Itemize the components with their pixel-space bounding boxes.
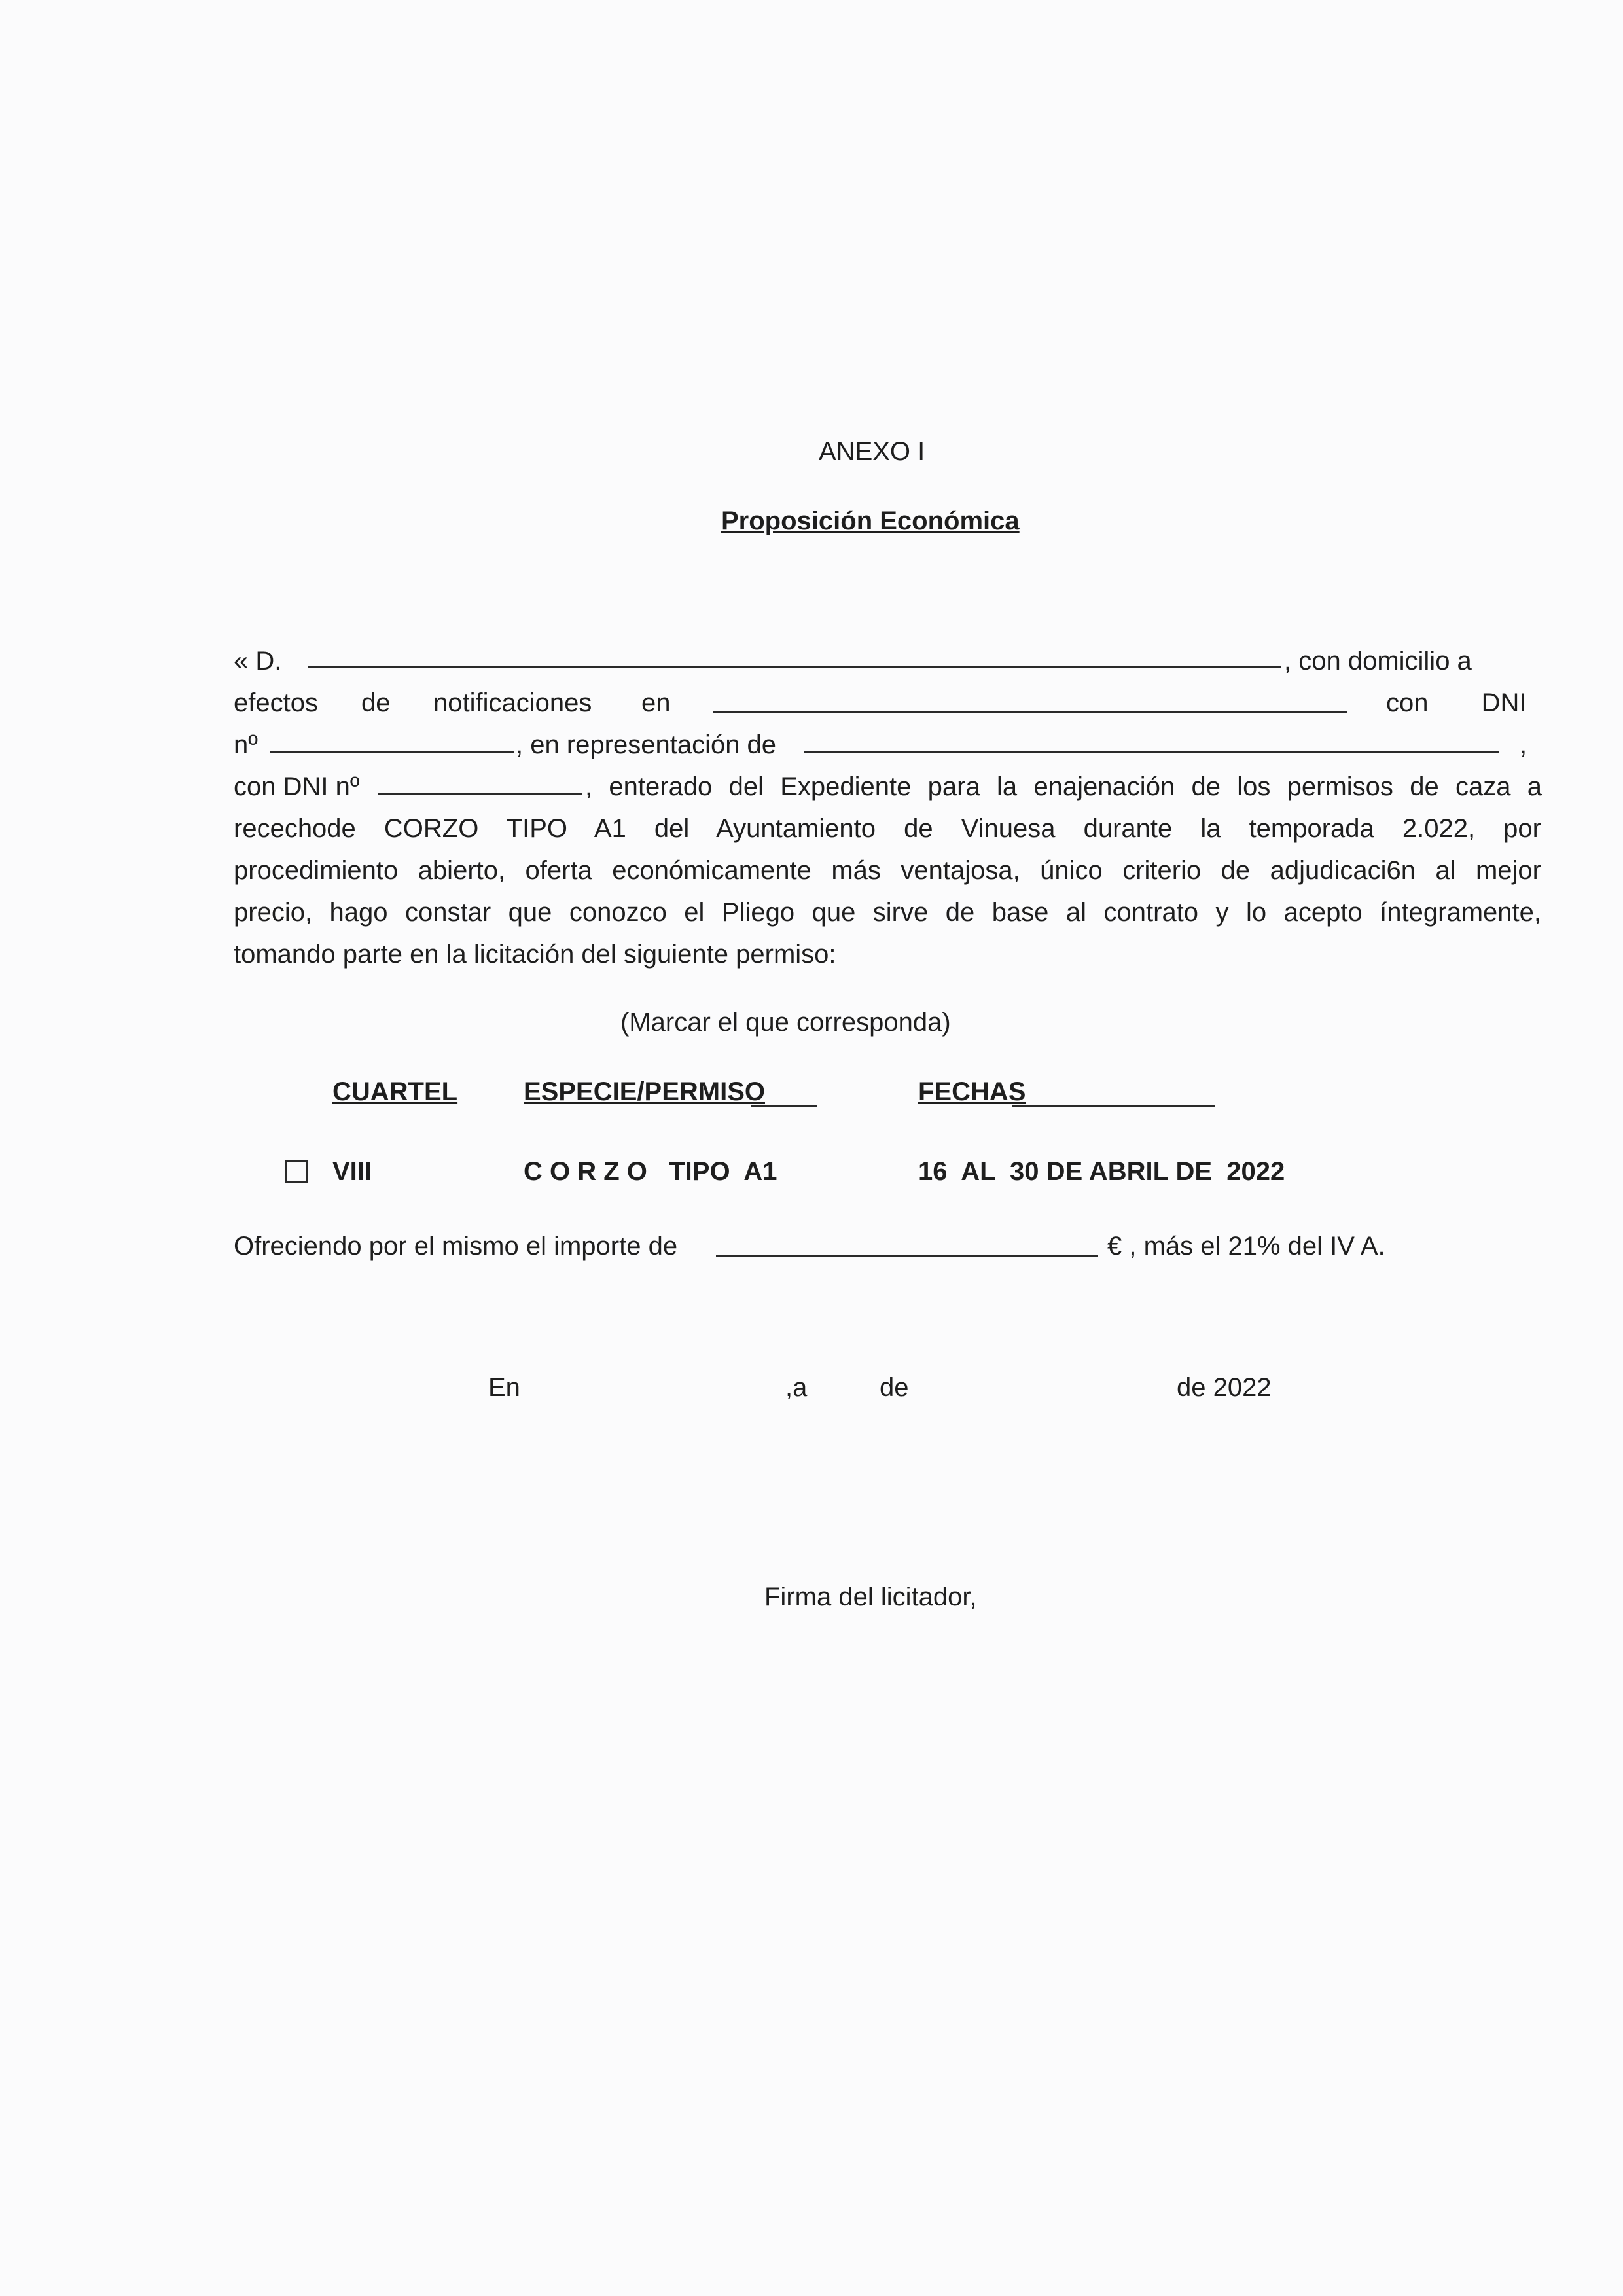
para-line4-end: , enterado del Expediente para la enajenación de los permisos de caza a [585,772,1542,801]
domicile-blank[interactable] [713,711,1347,713]
offer-text-end: € , más el 21% del IV A. [1107,1232,1385,1261]
para-line1-start: « D. [234,647,282,675]
row-especie: C O R Z O TIPO A1 [524,1157,777,1186]
para-line2-word3: notificaciones [433,689,592,717]
para-line2-word2: de [361,689,391,717]
para-line8: tomando parte en la licitación del siguiente permiso: [234,940,836,969]
permit-checkbox[interactable] [285,1160,308,1183]
header-especie-underline-ext [751,1105,817,1107]
row-fechas: 16 AL 30 DE ABRIL DE 2022 [918,1157,1285,1186]
selection-instruction: (Marcar el que corresponda) [620,1008,951,1037]
para-line3-start: nº [234,730,258,759]
offer-text-start: Ofreciendo por el mismo el importe de [234,1232,678,1261]
signature-label: Firma del licitador, [764,1583,977,1611]
para-line2-end: con DNI [1386,689,1527,717]
row-cuartel: VIII [332,1157,372,1186]
annex-title: ANEXO I [819,437,925,466]
para-line2-word4: en [641,689,671,717]
para-line2-word1: efectos [234,689,318,717]
para-line3-end: , [1520,730,1527,759]
para-line1-end: , con domicilio a [1284,647,1472,675]
para-line3-mid: , en representación de [516,730,777,759]
representative-dni-blank[interactable] [378,793,582,795]
representation-blank[interactable] [804,751,1499,753]
header-cuartel: CUARTEL [332,1077,458,1106]
para-line4-start: con DNI nº [234,772,360,801]
name-blank[interactable] [308,666,1281,668]
document-title: Proposición Económica [721,507,1020,535]
date-year: de 2022 [1177,1373,1272,1402]
date-a: ,a [785,1373,808,1402]
para-line5: recechode CORZO TIPO A1 del Ayuntamiento de Vinuesa durante la temporada 2.022, por [234,814,1541,843]
para-line7: precio, hago constar que conozco el Pliego que sirve de base al contrato y lo acepto íntegramente, [234,898,1541,927]
amount-blank[interactable] [716,1255,1098,1257]
dni-blank[interactable] [270,751,514,753]
header-fechas: FECHAS [918,1077,1026,1106]
header-fechas-underline-ext [1012,1105,1215,1107]
header-especie: ESPECIE/PERMISO [524,1077,765,1106]
date-en: En [488,1373,520,1402]
date-de: de [880,1373,909,1402]
para-line6: procedimiento abierto, oferta económicamente más ventajosa, único criterio de adjudicaci6n al mejor [234,856,1541,885]
